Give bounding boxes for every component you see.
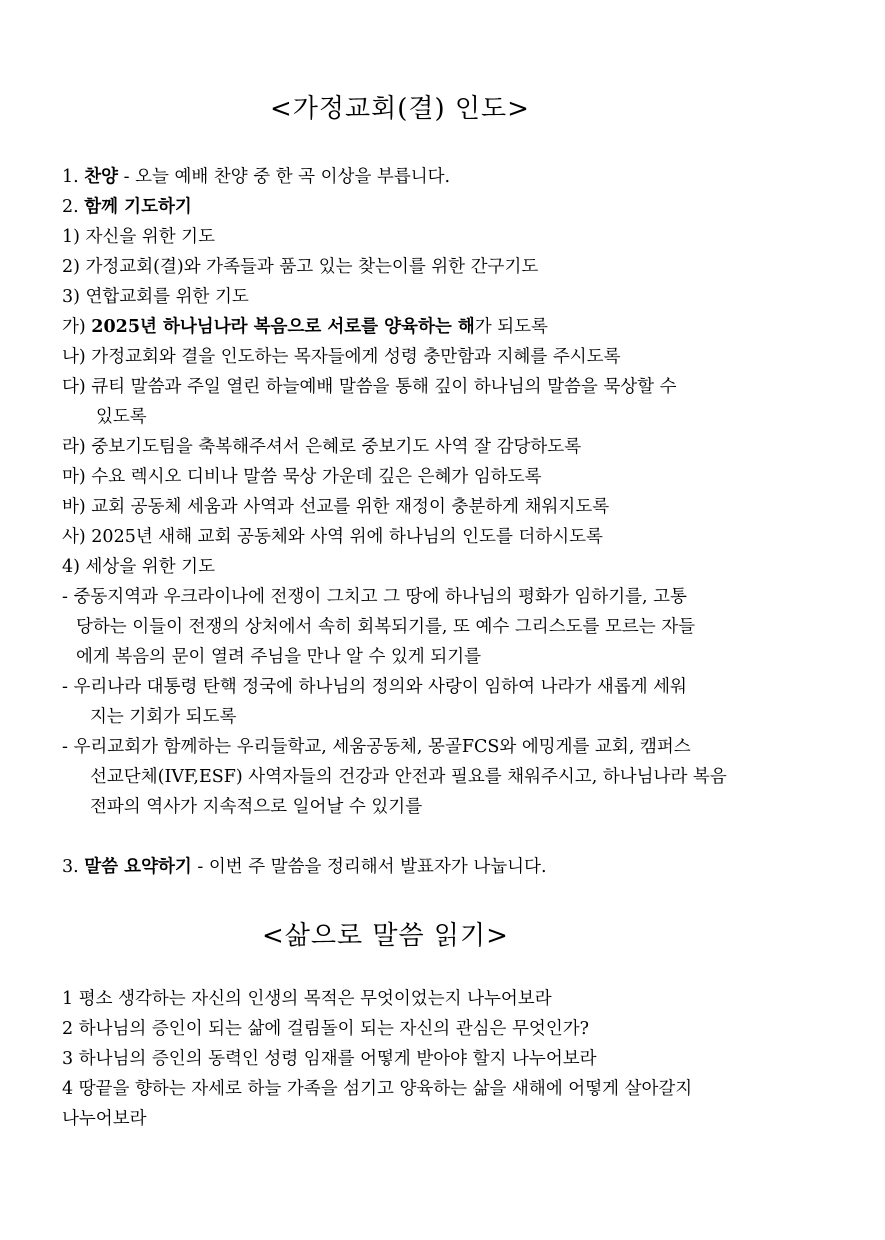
question-2: 2 하나님의 증인이 되는 삶에 걸림돌이 되는 자신의 관심은 무엇인가? — [62, 1019, 590, 1039]
question-3: 3 하나님의 증인의 동력인 성령 임재를 어떻게 받아야 할지 나누어보라 — [62, 1049, 597, 1069]
prayer-item-na: 나) 가정교회와 결을 인도하는 목자들에게 성령 충만함과 지혜를 주시도록 — [62, 347, 621, 367]
prayer-item-ga-prefix: 가) — [62, 317, 92, 337]
item-2-pray-together — [62, 196, 192, 218]
world-item-1-line1: - 중동지역과 우크라이나에 전쟁이 그치고 그 땅에 하나님의 평화가 임하기를, 고통 — [62, 587, 687, 607]
prayer-item-da-line2: 있도록 — [96, 407, 147, 427]
world-item-1-line2: 당하는 이들이 전쟁의 상처에서 속히 회복되기를, 또 예수 그리스도를 모르는 자들 — [76, 617, 696, 637]
prayer-item-ma: 마) 수요 렉시오 디비나 말씀 묵상 가운데 깊은 은혜가 임하도록 — [62, 467, 542, 487]
prayer-item-ga-bold: 2025년 하나님나라 복음으로 서로를 양육하는 해 — [91, 317, 475, 337]
item-1-praise — [62, 166, 450, 188]
item-1-text: - 오늘 예배 찬양 중 한 곡 이상을 부릅니다. — [118, 167, 451, 187]
item-3-number: 3. — [62, 857, 79, 877]
prayer-item-ra: 라) 중보기도팀을 축복해주셔서 은혜로 중보기도 사역 잘 감당하도록 — [62, 437, 582, 457]
section1-title: <가정교회(결) 인도> — [270, 94, 530, 124]
prayer-world: 4) 세상을 위한 기도 — [62, 557, 215, 577]
item-2-number: 2. — [62, 197, 79, 217]
world-item-2-line1: - 우리나라 대통령 탄핵 정국에 하나님의 정의와 사랑이 임하여 나라가 새롭게 세워 — [62, 677, 687, 697]
item-3-text: - 이번 주 말씀을 정리해서 발표자가 나눕니다. — [191, 857, 547, 877]
prayer-item-ba: 바) 교회 공동체 세움과 사역과 선교를 위한 재정이 충분하게 채워지도록 — [62, 497, 610, 517]
world-item-3-line2: 선교단체(IVF,ESF) 사역자들의 건강과 안전과 필요를 채워주시고, 하나님나라 복음 — [90, 767, 727, 787]
prayer-united-church: 3) 연합교회를 위한 기도 — [62, 287, 249, 307]
item-2-heading: 함께 기도하기 — [84, 197, 192, 217]
world-item-2-line2: 지는 기회가 되도록 — [90, 707, 237, 727]
question-1: 1 평소 생각하는 자신의 인생의 목적은 무엇이었는지 나누어보라 — [62, 989, 552, 1009]
world-item-3-line1: - 우리교회가 함께하는 우리들학교, 세움공동체, 몽골FCS와 에밍게를 교회, 캠퍼스 — [62, 737, 691, 757]
prayer-self: 1) 자신을 위한 기도 — [62, 227, 215, 247]
prayer-item-da-line1: 다) 큐티 말씀과 주일 열린 하늘예배 말씀을 통해 깊이 하나님의 말씀을 묵상할 수 — [62, 377, 677, 397]
prayer-item-sa: 사) 2025년 새해 교회 공동체와 사역 위에 하나님의 인도를 더하시도록 — [62, 527, 603, 547]
prayer-item-ga-suffix: 가 되도록 — [474, 317, 548, 337]
item-1-number: 1. — [62, 167, 79, 187]
section2-title: <삶으로 말씀 읽기> — [262, 921, 509, 951]
prayer-item-ga — [62, 316, 548, 338]
question-4-line2: 나누어보라 — [62, 1109, 147, 1129]
item-1-heading: 찬양 — [84, 167, 119, 187]
question-4-line1: 4 땅끝을 향하는 자세로 하늘 가족을 섬기고 양육하는 삶을 새해에 어떻게 살아갈지 — [62, 1079, 693, 1099]
item-3-summary — [62, 856, 547, 878]
world-item-3-line3: 전파의 역사가 지속적으로 일어날 수 있기를 — [90, 797, 423, 817]
prayer-house-church: 2) 가정교회(결)와 가족들과 품고 있는 찾는이를 위한 간구기도 — [62, 257, 539, 277]
item-3-heading: 말씀 요약하기 — [84, 857, 192, 877]
world-item-1-line3: 에게 복음의 문이 열려 주님을 만나 알 수 있게 되기를 — [76, 647, 482, 667]
